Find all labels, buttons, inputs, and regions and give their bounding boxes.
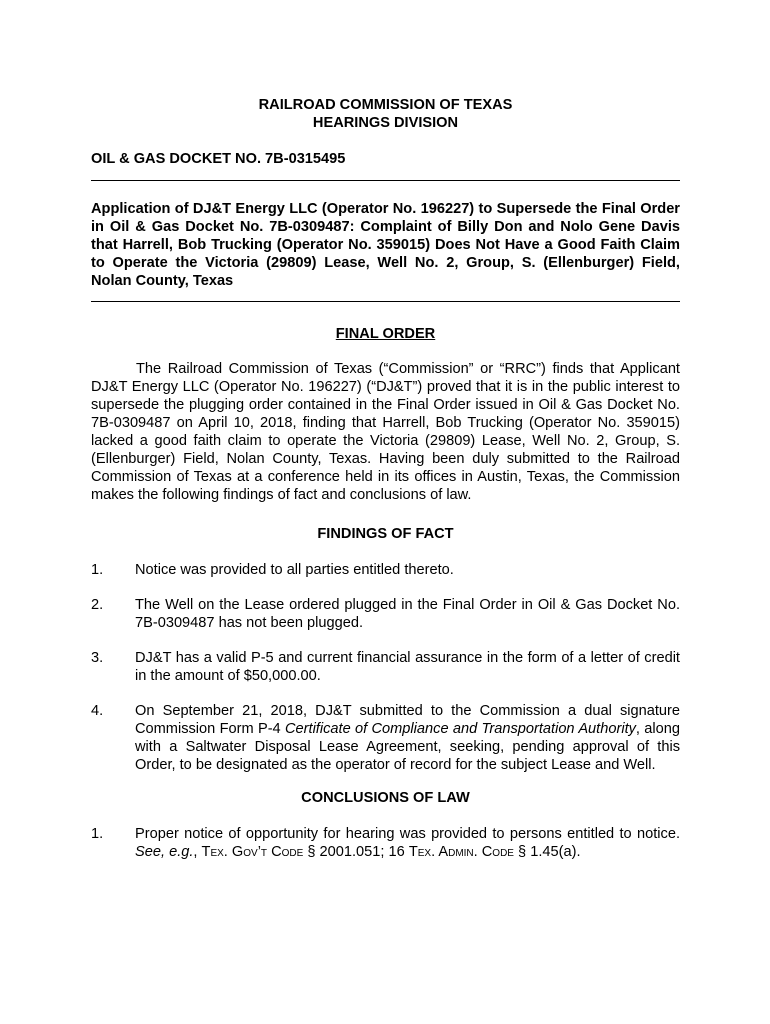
- order-body: [91, 96, 680, 861]
- finding-text: [135, 703, 680, 773]
- conclusion-text: [135, 826, 680, 860]
- case-caption: Application of DJ&T Energy LLC (Operator No. 196227) to Supersede the Final Order in Oil & Gas Docket No. 7B-0309487: Complaint of Billy Don and Nolo Gene Davis that Harrell, Bob Trucking (Operator No. 359015) Does Not Have a Good Faith Claim to Operate the Victoria (29809) Lease, Well No. 2, Group, S. (Ellenburger) Field, Nolan County, Texas: [91, 201, 680, 289]
- citation-code-admin: Tex. Admin. Code: [408, 844, 514, 860]
- finding-item: [91, 649, 680, 685]
- intro-paragraph: The Railroad Commission of Texas (“Commission” or “RRC”) finds that Applicant DJ&T Energy LLC (Operator No. 196227) (“DJ&T”) proved that it is in the public interest to supersede the plugging order contained in the Final Order issued in Oil & Gas Docket No. 7B-0309487 on April 10, 2018, finding that Harrell, Bob Trucking (Operator No. 359015) lacked a good faith claim to operate the Victoria (29809) Lease, Well No. 2, Group, S. (Ellenburger) Field, Nolan County, Texas. Having been duly submitted to the Railroad Commission of Texas at a conference held in its offices in Austin, Texas, the Commission makes the following findings of fact and conclusions of law.: [91, 361, 680, 503]
- caption-bottom-rule: [91, 301, 680, 302]
- finding-item: [91, 561, 680, 579]
- citation-section-1: § 2001.051; 16: [303, 844, 409, 860]
- conclusion-statement: Proper notice of opportunity for hearing was provided to persons entitled to notice.: [135, 826, 680, 842]
- citation-code-govt: Tex. Gov’t Code: [201, 844, 304, 860]
- findings-heading: FINDINGS OF FACT: [317, 526, 454, 542]
- finding-number: 3.: [91, 650, 104, 666]
- finding-item: [91, 702, 680, 774]
- citation-signal: See, e.g.: [135, 844, 194, 860]
- finding-text: Notice was provided to all parties entitled thereto.: [135, 562, 454, 578]
- conclusions-heading: CONCLUSIONS OF LAW: [301, 790, 470, 806]
- citation-separator: ,: [193, 844, 202, 860]
- form-title: Certificate of Compliance and Transportation Authority: [285, 721, 636, 737]
- agency-name: RAILROAD COMMISSION OF TEXAS: [258, 97, 513, 113]
- citation-section-2: § 1.45(a).: [513, 844, 581, 860]
- finding-number: 4.: [91, 703, 104, 719]
- finding-item: [91, 596, 680, 632]
- finding-text: DJ&T has a valid P-5 and current financial assurance in the form of a letter of credit in the amount of $50,000.00.: [135, 650, 680, 684]
- caption-top-rule: [91, 180, 680, 181]
- conclusion-item: [91, 825, 680, 861]
- order-title: FINAL ORDER: [335, 326, 436, 342]
- finding-text-lead: On September 21, 2018, DJ&T submitted to the Commission a dual signature Commission Form P-4: [135, 703, 680, 737]
- conclusion-number: 1.: [91, 826, 104, 842]
- docket-number: OIL & GAS DOCKET NO. 7B-0315495: [91, 151, 346, 167]
- finding-text: The Well on the Lease ordered plugged in the Final Order in Oil & Gas Docket No. 7B-0309487 has not been plugged.: [135, 597, 680, 631]
- finding-number: 2.: [91, 597, 104, 613]
- finding-text-tail: , along with a Saltwater Disposal Lease Agreement, seeking, pending approval of this Order, to be designated as the operator of record for the subject Lease and Well.: [135, 721, 681, 773]
- finding-number: 1.: [91, 562, 104, 578]
- division-name: HEARINGS DIVISION: [312, 115, 459, 131]
